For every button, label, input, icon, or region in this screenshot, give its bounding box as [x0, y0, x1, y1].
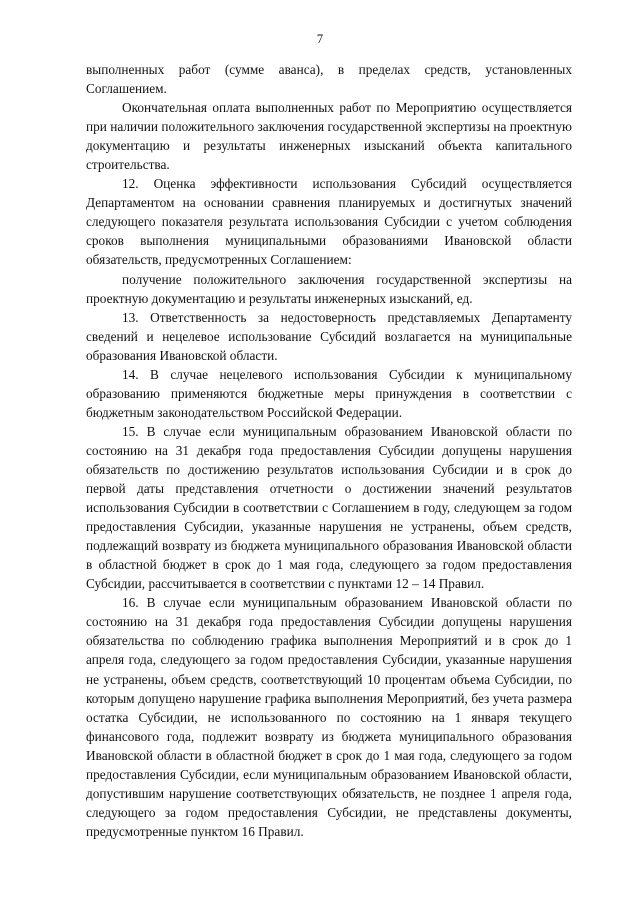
paragraph-14: 14. В случае нецелевого использования Субсидии к муниципальному образованию применяются бюджетные меры принуждения в соответствии с бюджетным законодательством Российской Федерации. — [86, 366, 572, 420]
paragraph-final-payment: Окончательная оплата выполненных работ по Мероприятию осуществляется при наличии положительного заключения государственной экспертизы на проектную документацию и результаты инженерных изысканий объекта капитального строительства. — [86, 100, 572, 173]
paragraph-15: 15. В случае если муниципальным образованием Ивановской области по состоянию на 31 декабря года предоставления Субсидии допущены нарушения обязательств по достижению результатов использования Субсидии и в срок до первой даты представления отчетности о достижении значений результатов использования Субсидии в соответствии с Соглашением в году, следующем за годом предоставления Субсидии, указанные нарушения не устранены, объем средств, подлежащий возврату из бюджета муниципального образования Ивановской области в областной бюджет в срок до 1 мая года, следующего за годом предоставления Субсидии, рассчитывается в соответствии с пунктами 12 – 14 Правил. — [86, 423, 572, 592]
page-number: 7 — [316, 32, 324, 46]
paragraph-12: 12. Оценка эффективности использования Субсидий осуществляется Департаментом на основании сравнения планируемых и достигнутых значений следующего показателя результата использования Субсидии с учетом соблюдения сроков выполнения муниципальными образованиями Ивановской области обязательств, предусмотренных Соглашением: — [86, 176, 572, 268]
paragraph-indicator: получение положительного заключения государственной экспертизы на проектную документацию и результаты инженерных изысканий, ед. — [86, 271, 572, 306]
paragraph-16: 16. В случае если муниципальным образованием Ивановской области по состоянию на 31 декабря года предоставления Субсидии допущены нарушения обязательства по соблюдению графика выполнения Мероприятий и в срок до 1 апреля года, следующего за годом предоставления Субсидии, указанные нарушения не устранены, объем средств, соответствующий 10 процентам объема Субсидии, по которым допущено нарушение графика выполнения Мероприятий, без учета размера остатка Субсидии, не использованного по состоянию на 1 января текущего финансового года, подлежит возврату из бюджета муниципального образования Ивановской области в областной бюджет в срок до 1 мая года, следующего за годом предоставления Субсидии, если муниципальным образованием Ивановской области, допустившим нарушение соответствующих обязательств, не позднее 1 апреля года, следующего за годом предоставления Субсидии, не представлены документы, предусмотренные пунктом 16 Правил. — [86, 595, 572, 839]
document-body — [86, 60, 572, 841]
paragraph-13: 13. Ответственность за недостоверность представляемых Департаменту сведений и нецелевое использование Субсидий возлагается на муниципальные образования Ивановской области. — [86, 309, 572, 363]
paragraph-continuation: выполненных работ (сумме аванса), в пределах средств, установленных Соглашением. — [86, 62, 572, 97]
